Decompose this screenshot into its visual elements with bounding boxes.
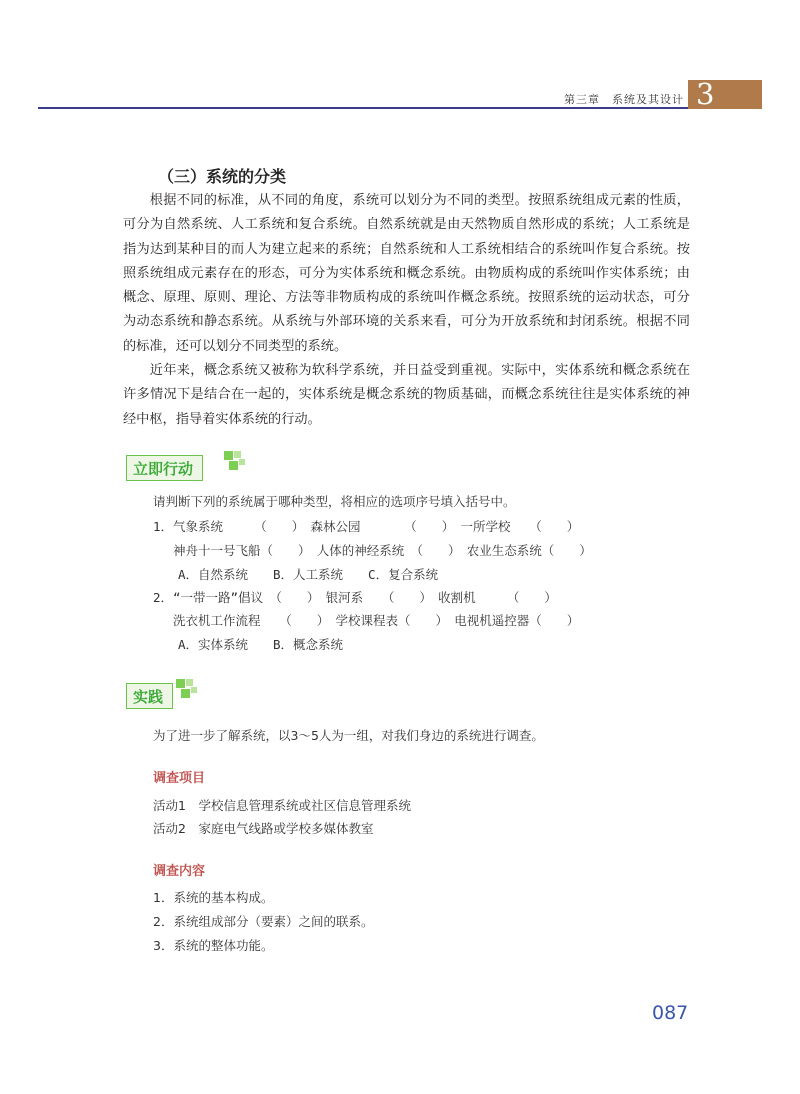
option-line: A．自然系统 B．人工系统 C．复合系统 — [153, 567, 439, 582]
content-heading: 调查内容 — [153, 864, 206, 879]
project-heading: 调查项目 — [153, 771, 206, 786]
action-tag — [126, 455, 246, 481]
project-item: 活动1 学校信息管理系统或社区信息管理系统 — [153, 798, 411, 813]
content-item: 2．系统组成部分（要素）之间的联系。 — [153, 914, 374, 929]
question-line: 洗衣机工作流程 （ ） 学校课程表（ ） 电视机遥控器（ ） — [153, 613, 580, 628]
option-line: A．实体系统 B．概念系统 — [153, 637, 344, 652]
chapter-header: 第三章 系统及其设计 — [564, 93, 684, 106]
content-item: 3．系统的整体功能。 — [153, 938, 274, 953]
body-paragraph: 近年来，概念系统又被称为软科学系统，并日益受到重视。实际中，实体系统和概念系统在许多情况下是结合在一起的，实体系统是概念系统的物质基础，而概念系统往往是实体系统的神经中枢，指导着实体系统的行动。 — [123, 363, 690, 427]
chapter-badge — [688, 77, 762, 111]
action-intro: 请判断下列的系统属于哪种类型，将相应的选项序号填入括号中。 — [153, 494, 516, 509]
decor-square — [181, 689, 190, 698]
decor-square — [239, 459, 245, 465]
content-item: 1．系统的基本构成。 — [153, 890, 274, 905]
decor-square — [224, 451, 233, 460]
body-paragraph: 根据不同的标准，从不同的角度，系统可以划分为不同的类型。按照系统组成元素的性质，可分为自然系统、人工系统和复合系统。自然系统就是由天然物质自然形成的系统；人工系统是指为达到某种目的而人为建立起来的系统；自然系统和人工系统相结合的系统叫作复合系统。按照系统组成元素存在的形态，可分为实体系统和概念系统。由物质构成的系统叫作实体系统；由概念、原理、原则、理论、方法等非物质构成的系统叫作概念系统。按照系统的运动状态，可分为动态系统和静态系统。从系统与外部环境的关系来看，可分为开放系统和封闭系统。根据不同的标准，还可以划分不同类型的系统。 — [123, 193, 690, 354]
decor-square — [191, 687, 197, 693]
practice-intro: 为了进一步了解系统，以3～5人为一组，对我们身边的系统进行调查。 — [153, 728, 544, 743]
decor-square — [234, 451, 241, 458]
practice-tag — [126, 683, 206, 709]
page-number: 087 — [652, 1002, 689, 1024]
project-item: 活动2 家庭电气线路或学校多媒体教室 — [153, 821, 374, 836]
decor-square — [229, 461, 238, 470]
question-line: 神舟十一号飞船（ ） 人体的神经系统 （ ） 农业生态系统（ ） — [153, 543, 592, 558]
practice-tag-label: 实践 — [126, 683, 173, 709]
decor-square — [186, 679, 193, 686]
question-line: 2．“一带一路”倡议 （ ） 银河系 （ ） 收割机 （ ） — [153, 590, 557, 605]
question-line: 1．气象系统 （ ） 森林公园 （ ） 一所学校 （ ） — [153, 519, 580, 534]
action-tag-label: 立即行动 — [126, 455, 203, 481]
section-title: （三）系统的分类 — [158, 167, 287, 186]
decor-square — [176, 679, 185, 688]
chapter-number: 3 — [696, 77, 715, 111]
header-rule — [38, 107, 688, 109]
